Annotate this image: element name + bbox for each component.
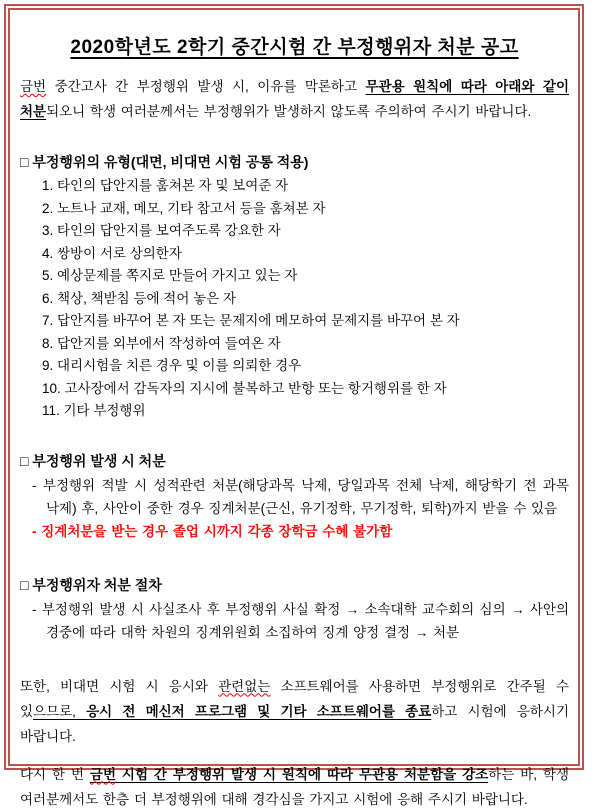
punishment-bullet-scholarship-warning: - 징계처분을 받는 경우 졸업 시까지 각종 장학금 수혜 불가함 [32,523,393,539]
section-procedure [20,574,569,644]
closing2-emphasis-text: 시험 간 부정행위 발생 시 원칙에 따라 무관용 처분함을 강조 [116,766,489,782]
punishment-bullet-grades: - 부정행위 적발 시 성적관련 처분(해당과목 낙제, 당일과목 전체 낙제, 해당학기 전 과목 낙제) 후, 사안이 중한 경우 징계처분(근신, 유기정학, 무기정학, 퇴학)까지 받을 수 있음 [32,477,569,516]
closing2-text-1: 다시 한 번 [20,766,90,782]
cheating-type-item: 7. 답안지를 바꾸어 본 자 또는 문제지에 메모하여 문제지를 바꾸어 본 자 [42,313,460,328]
section-heading-procedure: □ 부정행위자 처분 절차 [20,576,162,593]
page-border-inner [8,8,580,807]
cheating-type-item: 6. 책상, 책받침 등에 적어 놓은 자 [42,290,237,306]
closing2-text-2: 하는 바, 학생 여러분께서도 한층 더 부정행위에 대해 경각심을 가지고 시험에 응해 주시기 바랍니다. [20,766,569,807]
closing1-underlined-fragment: 으므로, [33,703,87,719]
cheating-types-list [20,175,569,423]
closing1-text-1: 또한, 비대면 시험 시 응시와 [20,678,219,694]
cheating-type-item: 10. 고사장에서 감독자의 지시에 불복하고 반항 또는 항거행위를 한 자 [42,380,447,396]
closing2-emphasis [90,767,488,782]
cheating-type-item: 9. 대리시험을 치른 경우 및 이를 의뢰한 경우 [42,358,302,373]
closing1-emphasis: 응시 전 메신저 프로그램 및 기타 소프트웨어를 종료 [86,703,432,719]
closing1-misspelled-word: 관련없는 [218,678,271,694]
intro-emphasis: 무관용 원칙에 따라 아래와 같이 처분 [20,79,569,119]
page-border-outer [4,4,584,807]
intro-text-2: 되오니 학생 여러분께서는 부정행위가 발생하지 않도록 주의하여 주시기 바랍니다. [46,104,532,119]
procedure-bullet-steps: - 부정행위 발생 시 사실조사 후 부정행위 사실 확정 → 소속대학 교수회의 심의 → 사안의 경중에 따라 대학 차원의 징계위원회 소집하여 징계 양정 결정 → 처분 [32,601,569,640]
section-heading-punishment: □ 부정행위 발생 시 처분 [20,452,166,469]
cheating-type-item: 8. 답안지를 외부에서 작성하여 들여온 자 [42,335,281,351]
cheating-type-item: 1. 타인의 답안지를 훔쳐본 자 및 보여준 자 [42,178,289,193]
cheating-type-item: 3. 타인의 답안지를 보여주도록 강요한 자 [42,223,281,238]
intro-misspelled-word: 금번 [20,79,47,94]
section-heading-cheating-types: □ 부정행위의 유형(대면, 비대면 시험 공통 적용) [20,154,309,170]
closing-paragraph-final-warning [20,762,569,812]
section-cheating-types [20,151,569,423]
cheating-type-item: 5. 예상문제를 쪽지로 만들어 가지고 있는 자 [42,268,298,283]
section-punishment [20,450,569,543]
intro-paragraph [20,74,569,124]
cheating-type-item: 4. 쌍방이 서로 상의한자 [42,245,182,261]
document-content [10,10,578,807]
closing2-misspelled-word: 금번 [89,766,117,782]
cheating-type-item: 2. 노트나 교재, 메모, 기타 참고서 등을 훔쳐본 자 [42,200,326,216]
cheating-type-item: 11. 기타 부정행위 [42,403,146,418]
closing-paragraph-software [20,674,569,749]
intro-text-1: 중간고사 간 부정행위 발생 시, 이유를 막론하고 [46,79,366,94]
closing1-text-3: 하고 시험에 응하시기 바랍니다. [20,703,570,744]
closing1-text-2: 소프트웨어를 사용하면 부정행위로 간주될 수 있 [20,678,569,719]
document-title: 2020학년도 2학기 중간시험 간 부정행위자 처분 공고 [70,37,519,58]
